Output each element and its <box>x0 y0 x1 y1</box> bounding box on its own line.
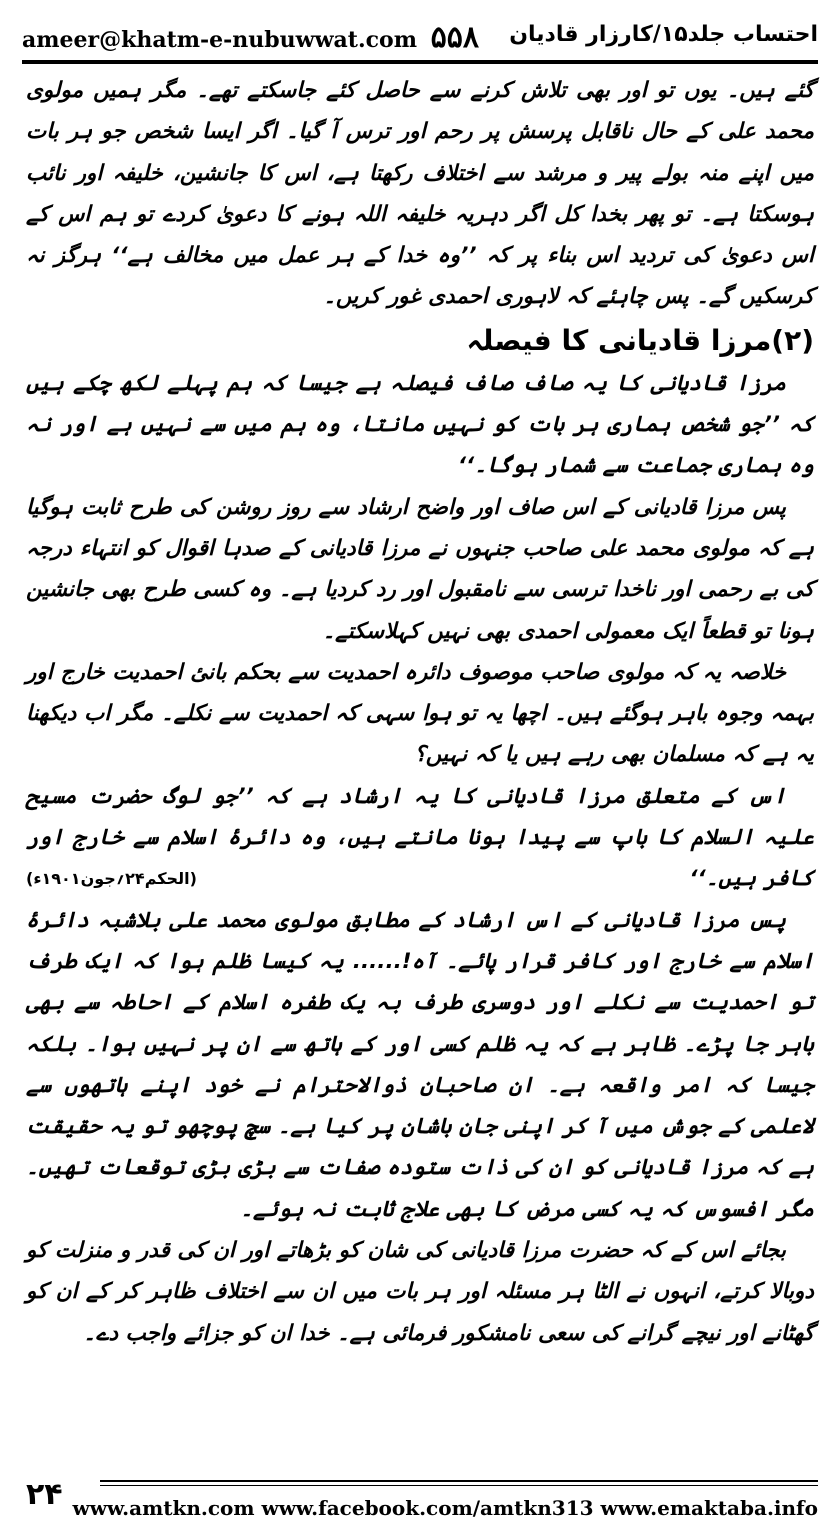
header-page-number: ۵۵۸ <box>430 20 479 55</box>
footer-rule <box>100 1480 818 1482</box>
paragraph-2: مرزا قادیانی کا یہ صاف صاف فیصلہ ہے جیسا کہ ہم پہلے لکھ چکے ہیں کہ ’’جو شخص ہماری ہر بات کو نہیں مانتا، وہ ہم میں سے نہیں ہے اور نہ وہ ہماری جماعت سے شمار ہوگا۔‘‘ <box>26 370 814 479</box>
page-header <box>22 14 818 58</box>
section-heading: (۲)مرزا قادیانی کا فیصلہ <box>466 323 814 357</box>
paragraph-3: پس مرزا قادیانی کے اس صاف اور واضح ارشاد سے روز روشن کی طرح ثابت ہوگیا ہے کہ مولوی محمد علی صاحب جنہوں نے مرزا قادیانی کے صدہا اقوال کو انتہاء درجہ کی بے رحمی اور ناخدا ترسی سے نامقبول اور رد کردیا ہے۔ وہ کسی طرح بھی جانشین ہونا تو قطعاً ایک معمولی احمدی بھی نہیں کہلاسکتے۔ <box>26 494 814 644</box>
header-book-title: احتساب جلد۱۵/کارزار قادیان <box>509 22 818 47</box>
footer-urls: www.amtkn.com www.facebook.com/amtkn313 www.emaktaba.info <box>72 1496 818 1520</box>
page-body <box>26 70 814 1460</box>
header-rule <box>22 60 818 64</box>
footer-page-number: ۲۴ <box>26 1477 63 1512</box>
header-email: ameer@khatm-e-nubuwwat.com <box>22 27 417 53</box>
paragraph-5-text: اس کے متعلق مرزا قادیانی کا یہ ارشاد ہے کہ ’’جو لوگ حضرت مسیح علیہ السلام کا باپ سے پیدا ہونا مانتے ہیں، وہ دائرۂ اسلام سے خارج اور کافر ہیں۔‘‘ <box>26 783 814 892</box>
paragraph-6: پس مرزا قادیانی کے اس ارشاد کے مطابق مولوی محمد علی بلاشبہ دائرۂ اسلام سے خارج اور کافر قرار پائے۔ آہ!...... یہ کیسا ظلم ہوا کہ ایک طرف تو احمدیت سے نکلے اور دوسری طرف بہ یک طفرہ اسلام کے احاطہ سے بھی باہر جا پڑے۔ ظاہر ہے کہ یہ ظلم کسی اور کے ہاتھ سے ان پر نہیں ہوا۔ بلکہ جیسا کہ امر واقعہ ہے۔ ان صاحبان ذوالاحترام نے خود اپنے ہاتھوں سے لاعلمی کے جوش میں آ کر اپنی جان باشان پر کیا ہے۔ سچ پوچھو تو یہ حقیقت ہے کہ مرزا قادیانی کو ان کی ذات ستودہ صفات سے بڑی بڑی توقعات تھیں۔ مگر افسوس کہ یہ کسی مرض کا بھی علاج ثابت نہ ہوئے۔ <box>26 907 814 1222</box>
paragraph-7: بجائے اس کے کہ حضرت مرزا قادیانی کی شان کو بڑھاتے اور ان کی قدر و منزلت کو دوبالا کرتے، انہوں نے الٹا ہر مسئلہ اور ہر بات میں ان سے اختلاف ظاہر کر کے ان کو گھٹانے اور نیچے گرانے کی سعی نامشکور فرمائی ہے۔ خدا ان کو جزائے واجب دے۔ <box>26 1238 814 1346</box>
paragraph-4: خلاصہ یہ کہ مولوی صاحب موصوف دائرہ احمدیت سے بحکم بانیٔ احمدیت خارج اور بہمہ وجوہ باہر ہوگئے ہیں۔ اچھا یہ تو ہوا سہی کہ احمدیت سے نکلے۔ مگر اب دیکھنا یہ ہے کہ مسلمان بھی رہے ہیں یا کہ نہیں؟ <box>26 659 814 768</box>
footer-rule-thin <box>100 1485 818 1486</box>
paragraph-5 <box>26 776 814 900</box>
page-footer <box>22 1470 818 1526</box>
citation: (الحکم۲۴؍جون۱۹۰۱ء) <box>26 869 197 889</box>
paragraph-1: گئے ہیں۔ یوں تو اور بھی تلاش کرنے سے حاصل کئے جاسکتے تھے۔ مگر ہمیں مولوی محمد علی کے حال ناقابل پرسش پر رحم اور ترس آ گیا۔ اگر ایسا شخص جو ہر بات میں اپنے منہ بولے پیر و مرشد سے اختلاف رکھتا ہے، اس کا جانشین، خلیفہ اور نائب ہوسکتا ہے۔ تو پھر بخدا کل اگر دہریہ خلیفہ اللہ ہونے کا دعویٰ کردے تو ہم اس کے اس دعویٰ کی تردید اس بناء پر کہ ’’وہ خدا کے ہر عمل میں مخالف ہے‘‘ ہرگز نہ کرسکیں گے۔ پس چاہئے کہ لاہوری احمدی غور کریں۔ <box>26 78 814 310</box>
header-left <box>22 20 479 55</box>
